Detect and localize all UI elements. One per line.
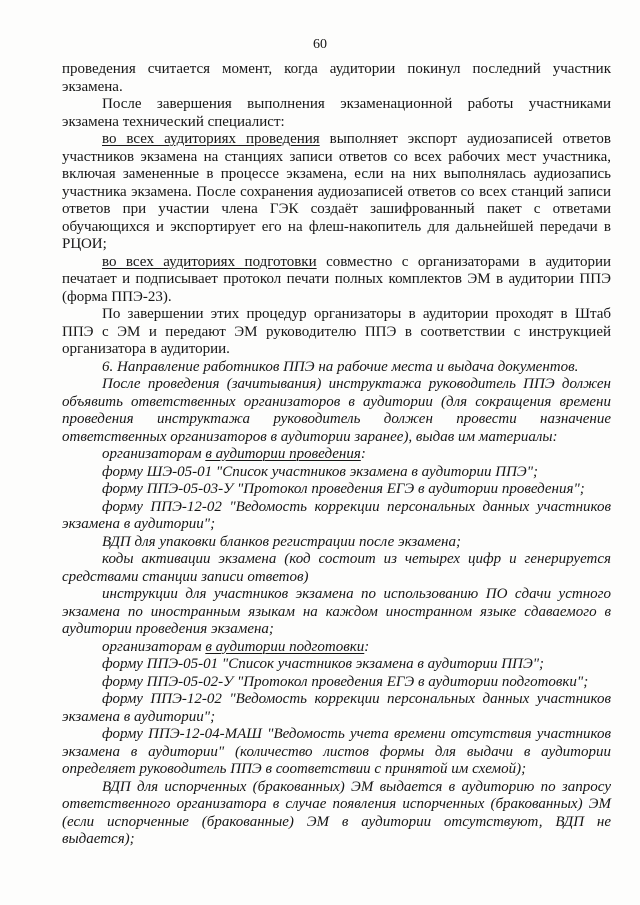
document-body [62,61,611,849]
list-heading-prefix: организаторам [102,446,206,462]
paragraph-text: После завершения выполнения экзаменационной работы участниками экзамена технический специалист: [62,96,611,130]
page-number: 60 [313,37,327,52]
list-item-text: форму ППЭ-05-03-У "Протокол проведения ЕГЭ в аудитории проведения"; [102,481,585,497]
paragraph-text: проведения считается момент, когда аудитории покинул последний участник экзамена. [62,61,611,95]
underlined-phrase: в аудитории проведения [205,446,361,462]
list-heading-suffix: : [360,446,366,462]
list-item-text: форму ППЭ-05-01 "Список участников экзамена в аудитории ППЭ"; [102,656,545,672]
list-item [62,586,611,639]
list-item [62,779,611,849]
list-item [62,499,611,534]
section-heading [62,359,611,377]
list-heading [62,446,611,464]
list-heading-prefix: организаторам [102,638,206,655]
underlined-phrase: во всех аудиториях проведения [102,131,320,147]
list-item [62,464,611,482]
paragraph [62,306,611,359]
underlined-phrase: в аудитории подготовки [205,638,365,655]
list-item [62,726,611,779]
list-item-text: ВДП для упаковки бланков регистрации после экзамена; [102,533,461,550]
list-item [62,656,611,674]
list-item-text: инструкции для участников экзамена по использованию ПО сдачи устного экзамена по иностранным языкам на каждом иностранном языке сдаваемого в аудитории проведения экзамена; [62,586,611,637]
paragraph [62,61,611,96]
list-item-text: форму ППЭ-05-02-У "Протокол проведения ЕГЭ в аудитории подготовки"; [102,673,589,690]
list-item-text: форму ППЭ-12-04-МАШ "Ведомость учета времени отсутствия участников экзамена в аудитории" (количество листов формы для выдачи в аудитории определяет руководитель ППЭ в соответствии с принятой им схемой); [62,726,611,777]
paragraph [62,96,611,131]
list-item-text: форму ППЭ-12-02 "Ведомость коррекции персональных данных участников экзамена в аудитории"; [62,691,611,725]
paragraph-text: По завершении этих процедур организаторы в аудитории проходят в Штаб ППЭ с ЭМ и передают ЭМ руководителю ППЭ в соответствии с инструкцией организатора в аудитории. [62,306,611,357]
list-item [62,674,611,692]
paragraph [62,131,611,254]
paragraph-text: выполняет экспорт аудиозаписей ответов участников экзамена на станциях записи ответов со всех рабочих мест участника, включая замененные в процессе экзамена, если на них выполнялась аудиозапись участника экзамена. После сохранения аудиозаписей ответов со всех станций записи ответов при участии члена ГЭК создаёт зашифрованный пакет с ответами обучающихся и экспортирует его на флеш-накопитель для дальнейшей передачи в РЦОИ; [62,131,611,252]
list-item-text: ВДП для испорченных (бракованных) ЭМ выдается в аудиторию по запросу ответственного организатора в случае появления испорченных (бракованных) ЭМ (если испорченные (бракованные) ЭМ в аудитории отсутствуют, ВДП не выдается); [62,778,611,847]
list-heading-suffix: : [364,638,370,655]
list-item [62,551,611,586]
list-item [62,534,611,552]
list-item-text: коды активации экзамена (код состоит из четырех цифр и генерируется средствами станции записи ответов) [62,551,611,585]
paragraph [62,254,611,307]
paragraph-text: совместно с организаторами в аудитории печатает и подписывает протокол печати полных комплектов ЭМ в аудитории ППЭ (форма ППЭ-23). [62,253,611,305]
list-item [62,691,611,726]
paragraph-text: После проведения (зачитывания) инструктажа руководитель ППЭ должен объявить ответственных организаторов в аудитории (для сокращения времени проведения инструктажа руководитель должен провести назначение ответственных организаторов в аудитории заранее), выдав им материалы: [62,376,611,445]
list-heading [62,639,611,657]
paragraph [62,376,611,446]
underlined-phrase: во всех аудиториях подготовки [102,253,317,270]
list-item-text: форму ППЭ-12-02 "Ведомость коррекции персональных данных участников экзамена в аудитории"; [62,498,611,532]
list-item-text: форму ШЭ-05-01 "Список участников экзамена в аудитории ППЭ"; [102,463,539,480]
list-item [62,481,611,499]
section-heading-text: 6. Направление работников ППЭ на рабочие места и выдача документов. [102,358,579,375]
